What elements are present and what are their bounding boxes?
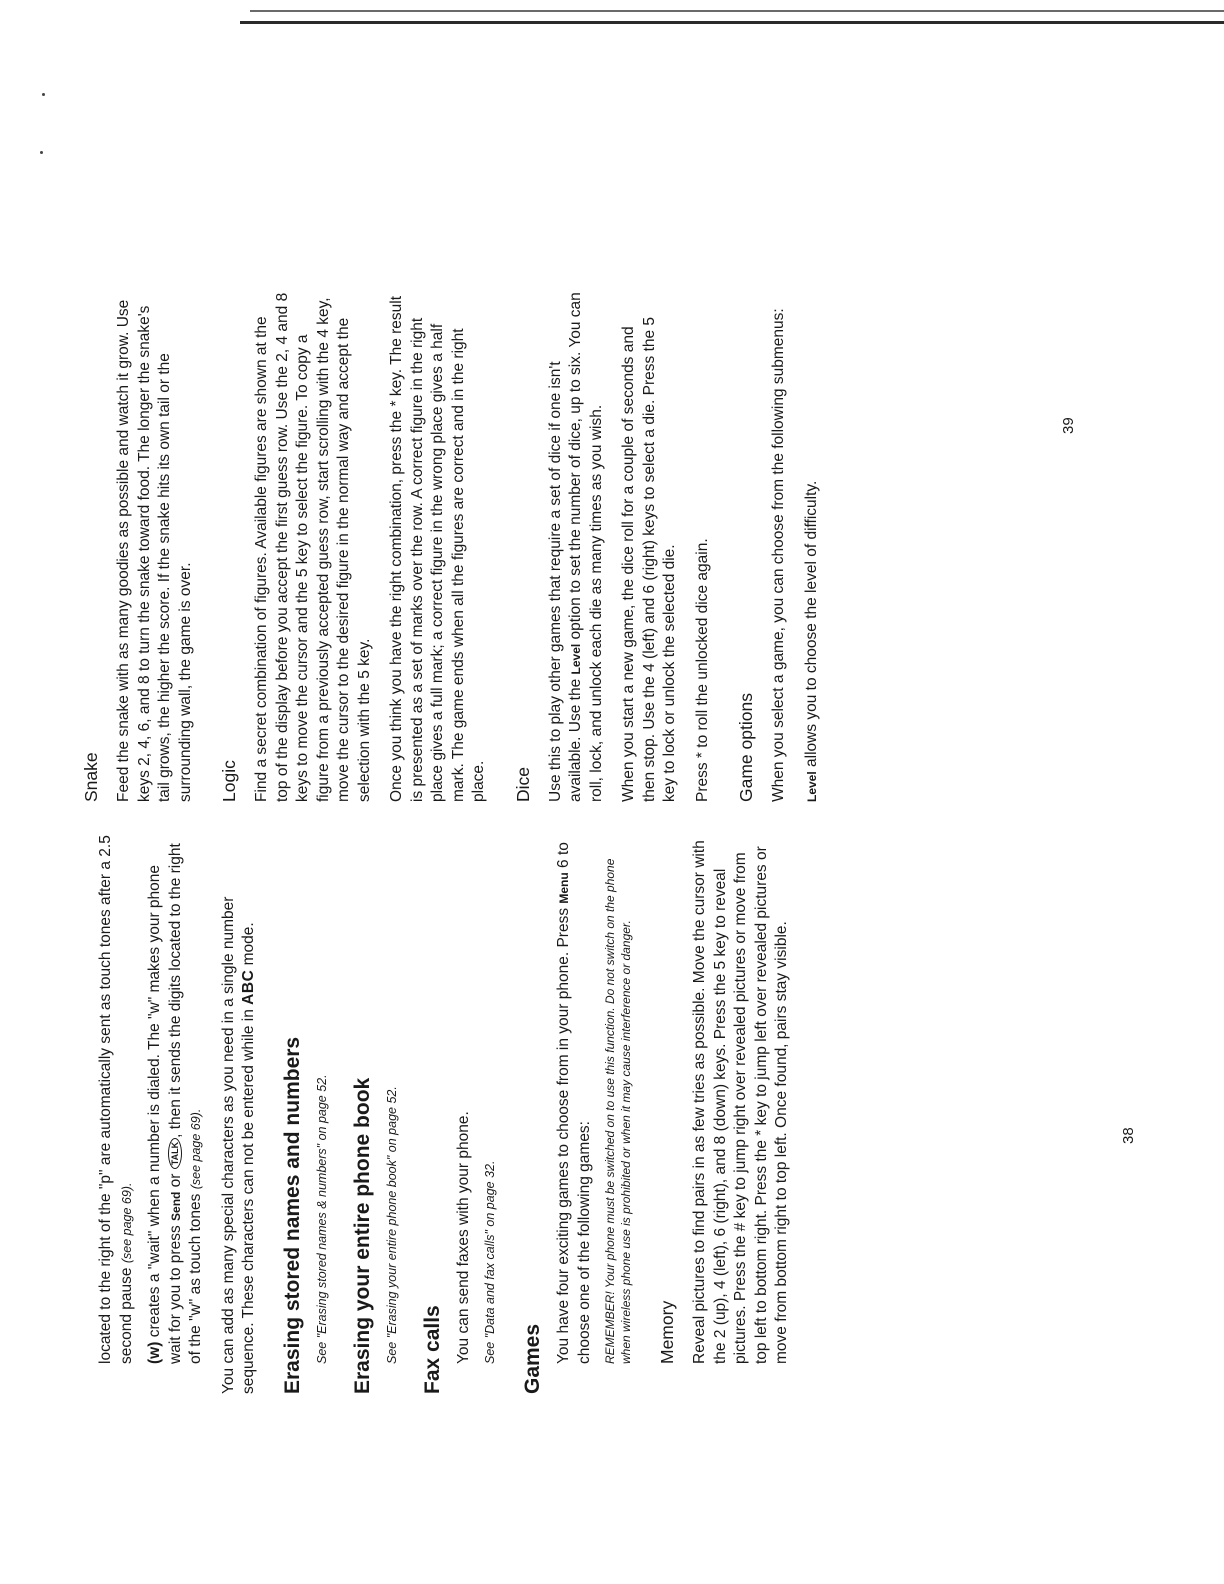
scan-edge-rule-secondary (250, 10, 1224, 12)
logic-heading: Logic (219, 760, 239, 802)
scan-speck (40, 151, 43, 154)
games-heading: Games (521, 1323, 544, 1394)
dice-text-3: Press * to roll the unlocked dice again. (693, 538, 711, 802)
special-characters-paragraph (219, 834, 260, 1394)
abc-mode-icon: ABC (240, 969, 257, 1005)
wait-text-2: , then it sends the digits located to the right of the "w" as touch tones (166, 843, 204, 1364)
page-38 (0, 835, 1224, 1584)
page-number-39: 39 (1060, 417, 1077, 434)
logic-text-1: Find a secret combination of figures. Available figures are shown at the top of the display before you accept the first guess row. Use the 2, 4 and 8 keys to move the cursor and the 5 key to select the figure. To copy a figure from a previously accepted guess row, start scrolling with the 4 key, move the cursor to the desired figure in the normal way and accept the selection with the 5 key. (253, 292, 373, 802)
memory-text: Reveal pictures to find pairs in as few tries as possible. Move the cursor with the 2 (up), 4 (left), 6 (right), and 8 (down) keys. Press the 5 key to reveal pictures. Press the # key to jump right over revealed pictures or move from top left to bottom right. Press the * key to jump left over revealed pictures or move from bottom right to top left. Once found, pairs stay visible. (691, 840, 790, 1364)
dice-text-1b: option to set the number of dice, up to six. You can roll, lock, and unlock each die as many times as you wish. (567, 292, 605, 802)
w-key-label: (w) (146, 1341, 163, 1364)
game-options-heading: Game options (736, 693, 756, 802)
page-number-38: 38 (1120, 1127, 1137, 1144)
logic-text-2: Once you think you have the right combination, press the * key. The result is presented as a set of marks over the row. A correct figure in the right place gives a full mark; a correct figure in the wrong place gives a half mark. The game ends when all the figures are correct and in the right place. (388, 295, 487, 802)
fax-calls-heading: Fax calls (420, 1305, 444, 1394)
dice-heading: Dice (512, 766, 533, 802)
or-text: or (166, 1173, 184, 1188)
menu-key-label: Menu (557, 872, 571, 904)
pause-page-ref: (see page 69). (119, 1182, 134, 1264)
wait-page-ref: (see page 69). (189, 1108, 203, 1190)
level-option-text: allows you to choose the level of difficulty. (802, 480, 820, 767)
talk-key-icon: TALK (168, 1138, 182, 1169)
game-options-text: When you select a game, you can choose from the following submenus: (770, 308, 787, 802)
dice-paragraph-1 (546, 292, 608, 802)
pause-continuation-text: located to the right of the "p" are automatically sent as touch tones after a 2.5 second pause (97, 835, 135, 1364)
dice-text-2: When you start a new game, the dice roll for a couple of seconds and then stop. Use the 4 (left) and 6 (right) keys to select a die. Press the 5 key to lock or unlock the selected die. (620, 316, 678, 802)
games-intro-text-2: 6 to choose one of the following games: (555, 842, 593, 1364)
send-key-label: Send (168, 1191, 183, 1221)
erasing-phonebook-ref: See "Erasing your entire phone book" on page 52. (384, 1086, 399, 1364)
special-characters-text-2: mode. (240, 922, 257, 966)
erasing-names-ref: See "Erasing stored names & numbers" on page 52. (314, 1074, 329, 1364)
page-39-column (80, 292, 822, 802)
fax-calls-ref: See "Data and fax calls" on page 32. (483, 1160, 497, 1364)
snake-heading: Snake (81, 752, 101, 802)
dice-text-1a: Use this to play other games that require a set of dice if one isn't available. Use the (546, 361, 584, 802)
level-key-label: Level (569, 643, 583, 675)
scan-edge-rule (240, 21, 1224, 24)
erasing-phonebook-heading: Erasing your entire phone book (350, 1077, 374, 1394)
games-intro (554, 834, 595, 1364)
special-characters-text-1: You can add as many special characters as you need in a single number sequence. These characters can not be entered while in (219, 896, 257, 1394)
level-option-paragraph (802, 292, 823, 802)
snake-text: Feed the snake with as many goodies as possible and watch it grow. Use keys 2, 4, 6, and 8 to turn the snake toward food. The longer the snake's tail grows, the higher the score. If the snake hits its own tail or the surrounding wall, the game is over. (115, 299, 194, 802)
fax-calls-text: You can send faxes with your phone. (454, 1111, 472, 1364)
pause-continuation-paragraph (96, 834, 137, 1364)
scan-speck (42, 93, 45, 96)
level-option-label: Level (804, 771, 819, 802)
games-warning: REMEMBER! Your phone must be switched on to use this function. Do not switch on the phone when wireless phone use is prohibited or when it may cause interference or danger. (603, 858, 633, 1364)
wait-paragraph (145, 834, 207, 1364)
memory-heading: Memory (657, 1300, 677, 1364)
wait-text-1: creates a "wait" when a number is dialed. The "w" makes your phone wait for you to press (146, 864, 184, 1364)
games-intro-text-1: You have four exciting games to choose from in your phone. Press (555, 907, 572, 1364)
page-38-column (96, 834, 793, 1394)
erasing-names-heading: Erasing stored names and numbers (280, 1036, 304, 1394)
